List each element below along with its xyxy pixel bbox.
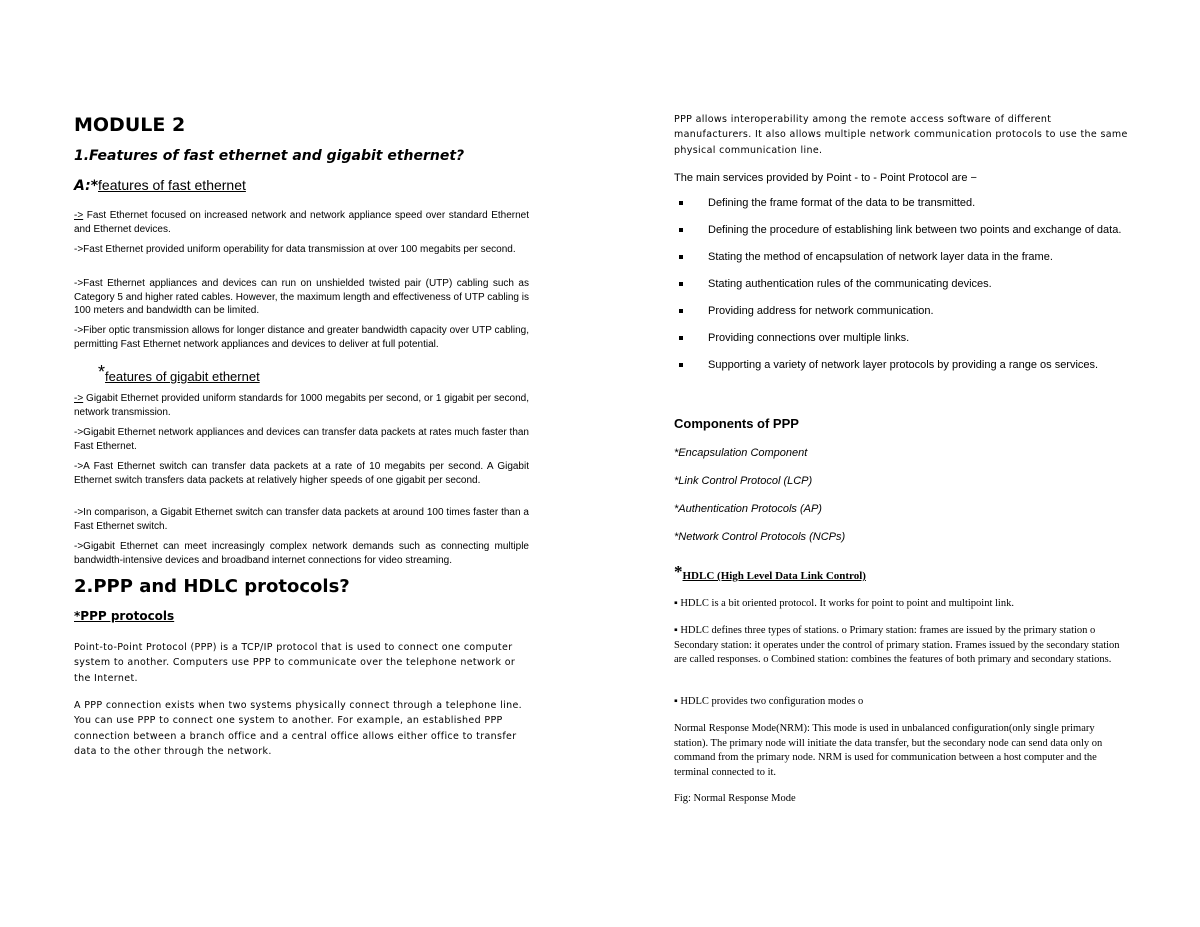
gigabit-item-3: ->A Fast Ethernet switch can transfer data packets at a rate of 10 megabits per second. A Gigabit Ethernet switch transfers data packets at relatively higher speeds of one gigabit per second. [74,461,529,486]
service-item-text: Providing connections over multiple links. [708,332,910,344]
nrm-paragraph: Normal Response Mode(NRM): This mode is used in unbalanced configuration(only single primary station). The primary node will initiate the data transfer, but the secondary node can send data only on command from the primary node. NRM is used for communication between a host computer and the terminal connected to it. [674,723,1103,778]
hdlc-title [674,562,866,582]
left-page [74,0,529,927]
gigabit-item-1-text: Gigabit Ethernet provided uniform standards for 1000 megabits per second, or 1 gigabit per second, network transmission. [74,393,529,418]
services-intro: The main services provided by Point - to - Point Protocol are − [674,172,977,184]
gigabit-item-1 [74,392,529,419]
ppp-paragraph-1: Point-to-Point Protocol (PPP) is a TCP/IP protocol that is used to connect one computer system to another. Computers use PPP to communicate over the telephone network or the Internet. [74,642,516,684]
arrow-prefix: -> [74,393,84,404]
bullet-icon [679,255,683,259]
service-item-text: Supporting a variety of network layer protocols by providing a range os services. [708,359,1099,371]
hdlc-point-3: ▪ HDLC provides two configuration modes o [674,696,864,707]
fast-heading-text: features of fast ethernet [98,177,246,193]
hdlc-star: * [674,562,683,581]
fast-item-4: ->Fiber optic transmission allows for longer distance and greater bandwidth capacity over UTP cabling, permitting Fast Ethernet network appliances and devices to deliver at full potential. [74,325,529,350]
bullet-icon [679,201,683,205]
service-item [674,329,1129,347]
service-item [674,194,1129,212]
component-item: *Network Control Protocols (NCPs) [674,531,846,543]
hdlc-title-text: HDLC (High Level Data Link Control) [682,570,866,582]
ppp-paragraph-2: A PPP connection exists when two systems physically connect through a telephone line. You can use PPP to connect one system to another. For example, an established PPP connection between a branch office and a central office allows either office to transfer data to the other through the network. [74,700,523,757]
bullet-icon [679,282,683,286]
service-item [674,356,1129,374]
service-item-text: Providing address for network communication. [708,305,934,317]
hdlc-point-1: ▪ HDLC is a bit oriented protocol. It works for point to point and multipoint link. [674,598,1014,609]
gigabit-ethernet-heading [98,362,260,384]
service-item [674,302,1129,320]
answer-label: A:* [74,178,99,194]
fast-item-3: ->Fast Ethernet appliances and devices can run on unshielded twisted pair (UTP) cabling such as Category 5 and higher rated cables. However, the maximum length and effectiveness of UTP cabling is 100 meters and bandwidth can be limited. [74,278,529,317]
fast-item-2: ->Fast Ethernet provided uniform operability for data transmission at over 100 megabits per second. [74,244,516,255]
arrow-prefix: -> [74,210,84,221]
fast-item-1-text: Fast Ethernet focused on increased network and network appliance speed over standard Ethernet and Ethernet devices. [74,210,529,235]
component-item: *Encapsulation Component [674,447,808,459]
gigabit-heading-text: features of gigabit ethernet [105,369,260,384]
fast-item-1 [74,209,529,236]
bullet-icon [679,336,683,340]
service-item [674,275,1129,293]
interop-paragraph: PPP allows interoperability among the remote access software of different manufacturers. It also allows multiple network communication protocols to use the same physical communication line. [674,114,1128,156]
gigabit-item-2: ->Gigabit Ethernet network appliances and devices can transfer data packets at rates much faster than Fast Ethernet. [74,427,529,452]
module-title: MODULE 2 [74,114,186,136]
right-page [674,0,1129,927]
services-list [674,194,1129,383]
section-2-title: 2.PPP and HDLC protocols? [74,576,350,597]
service-item [674,248,1129,266]
gigabit-item-5: ->Gigabit Ethernet can meet increasingly complex network demands such as connecting multiple bandwidth-intensive devices and broadband internet connections for video streaming. [74,541,529,566]
components-title: Components of PPP [674,416,799,431]
fast-ethernet-heading [74,177,246,194]
service-item-text: Defining the procedure of establishing link between two points and exchange of data. [708,224,1122,236]
hdlc-point-2: ▪ HDLC defines three types of stations. o Primary station: frames are issued by the primary station o Secondary station: it operates under the control of primary station. Frames issued by the secondary station are called responses. o Combined station: combines the features of both primary and secondary stations. [674,625,1120,665]
component-item: *Authentication Protocols (AP) [674,503,822,515]
service-item-text: Stating authentication rules of the communicating devices. [708,278,992,290]
service-item [674,221,1129,239]
service-item-text: Defining the frame format of the data to be transmitted. [708,197,976,209]
service-item-text: Stating the method of encapsulation of network layer data in the frame. [708,251,1053,263]
bullet-icon [679,309,683,313]
bullet-icon [679,363,683,367]
question-1: 1.Features of fast ethernet and gigabit ethernet? [74,148,465,164]
gigabit-star: * [98,362,106,382]
ppp-protocols-heading: *PPP protocols [74,609,175,623]
bullet-icon [679,228,683,232]
fig-caption: Fig: Normal Response Mode [674,793,796,804]
component-item: *Link Control Protocol (LCP) [674,475,813,487]
gigabit-item-4: ->In comparison, a Gigabit Ethernet switch can transfer data packets at around 100 times faster than a Fast Ethernet switch. [74,507,529,532]
